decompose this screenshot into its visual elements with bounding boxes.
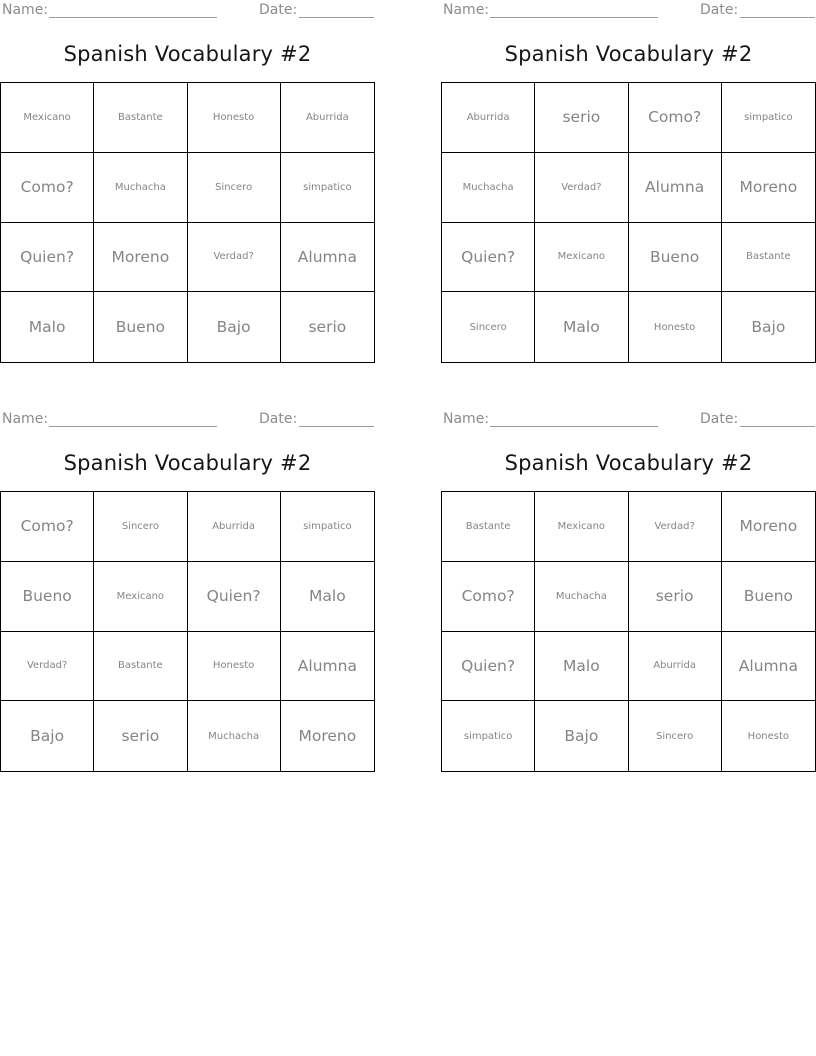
bingo-cell: Mexicano <box>535 492 628 562</box>
name-label: Name: <box>2 2 49 18</box>
card-header <box>441 409 816 433</box>
bingo-cell: Alumna <box>722 632 815 702</box>
date-blank-line <box>299 17 374 18</box>
bingo-cell: serio <box>629 562 722 632</box>
date-blank-line <box>740 426 815 427</box>
bingo-cell: Bajo <box>535 701 628 771</box>
date-label: Date: <box>259 411 298 427</box>
bingo-cell: Honesto <box>188 83 281 153</box>
name-blank-line <box>49 17 217 18</box>
date-blank-line <box>740 17 815 18</box>
bingo-cell: Verdad? <box>1 632 94 702</box>
bingo-cell: Alumna <box>281 632 374 702</box>
bingo-cell: Quien? <box>442 632 535 702</box>
bingo-grid <box>0 82 375 363</box>
card-title: Spanish Vocabulary #2 <box>63 451 312 475</box>
card-title: Spanish Vocabulary #2 <box>504 451 753 475</box>
bingo-cell: serio <box>308 318 347 337</box>
bingo-cell: Malo <box>281 562 374 632</box>
bingo-cell: Verdad? <box>629 492 722 562</box>
date-label: Date: <box>700 411 739 427</box>
bingo-cell: serio <box>94 701 187 771</box>
bingo-cell: Aburrida <box>188 492 281 562</box>
bingo-cell: Alumna <box>281 223 374 293</box>
bingo-cell: Bastante <box>94 83 187 153</box>
bingo-grid <box>441 82 816 363</box>
bingo-cell: serio <box>535 83 628 153</box>
bingo-cell: Malo <box>1 292 94 362</box>
name-blank-line <box>49 426 217 427</box>
bingo-cell: Moreno <box>722 492 815 562</box>
bingo-cell: Verdad? <box>535 153 628 223</box>
name-blank-line <box>490 426 658 427</box>
bingo-cell: Honesto <box>629 292 722 362</box>
bingo-cell: Bueno <box>722 562 815 632</box>
bingo-cell: Malo <box>535 292 628 362</box>
bingo-cell: simpatico <box>281 492 374 562</box>
bingo-card-top-left <box>0 0 376 363</box>
bingo-cell: Como? <box>442 562 535 632</box>
bingo-cell: Mexicano <box>535 223 628 293</box>
bingo-cell: Bastante <box>442 492 535 562</box>
bingo-cell: Quien? <box>188 562 281 632</box>
bingo-cell: Quien? <box>442 223 535 293</box>
bingo-cell: Como? <box>1 153 94 223</box>
card-header <box>441 0 816 24</box>
bingo-cell: Honesto <box>188 632 281 702</box>
bingo-card-bottom-right <box>441 409 816 772</box>
bingo-cell: simpatico <box>281 153 374 223</box>
bingo-cell: Bajo <box>751 318 786 337</box>
card-title: Spanish Vocabulary #2 <box>63 42 312 66</box>
date-label: Date: <box>259 2 298 18</box>
name-label: Name: <box>443 411 490 427</box>
bingo-cell: Sincero <box>442 292 535 362</box>
bingo-cell: Moreno <box>722 153 815 223</box>
bingo-cell: Bueno <box>1 562 94 632</box>
bingo-cell: Aburrida <box>629 632 722 702</box>
name-label: Name: <box>2 411 49 427</box>
bingo-cell: simpatico <box>442 701 535 771</box>
bingo-cell: Bueno <box>629 223 722 293</box>
card-header <box>0 0 376 24</box>
bingo-card-top-right <box>441 0 816 363</box>
bingo-cell: Moreno <box>298 727 357 746</box>
bingo-cell: Bajo <box>1 701 94 771</box>
date-blank-line <box>299 426 374 427</box>
bingo-cell: Como? <box>1 492 94 562</box>
name-blank-line <box>490 17 658 18</box>
bingo-cell: Aburrida <box>281 83 374 153</box>
bingo-cell: Aburrida <box>442 83 535 153</box>
bingo-card-bottom-left <box>0 409 376 772</box>
name-label: Name: <box>443 2 490 18</box>
card-title: Spanish Vocabulary #2 <box>504 42 753 66</box>
bingo-cell: Como? <box>629 83 722 153</box>
bingo-cell: Sincero <box>94 492 187 562</box>
bingo-cell: simpatico <box>722 83 815 153</box>
bingo-cell: Mexicano <box>1 83 94 153</box>
bingo-cell: Moreno <box>94 223 187 293</box>
bingo-grid <box>0 491 375 772</box>
bingo-cell: Malo <box>535 632 628 702</box>
bingo-cell: Bueno <box>94 292 187 362</box>
bingo-cell: Sincero <box>188 153 281 223</box>
bingo-cell: Verdad? <box>188 223 281 293</box>
bingo-cell: Quien? <box>1 223 94 293</box>
bingo-cell: Honesto <box>747 730 790 742</box>
bingo-cell: Bastante <box>722 223 815 293</box>
bingo-cell: Muchacha <box>94 153 187 223</box>
bingo-cell: Bajo <box>188 292 281 362</box>
card-header <box>0 409 376 433</box>
bingo-cell: Bastante <box>94 632 187 702</box>
date-label: Date: <box>700 2 739 18</box>
bingo-cell: Alumna <box>629 153 722 223</box>
bingo-cell: Muchacha <box>442 153 535 223</box>
bingo-cell: Mexicano <box>94 562 187 632</box>
bingo-grid <box>441 491 816 772</box>
bingo-cell: Muchacha <box>188 701 281 771</box>
bingo-cell: Muchacha <box>535 562 628 632</box>
bingo-cell: Sincero <box>629 701 722 771</box>
